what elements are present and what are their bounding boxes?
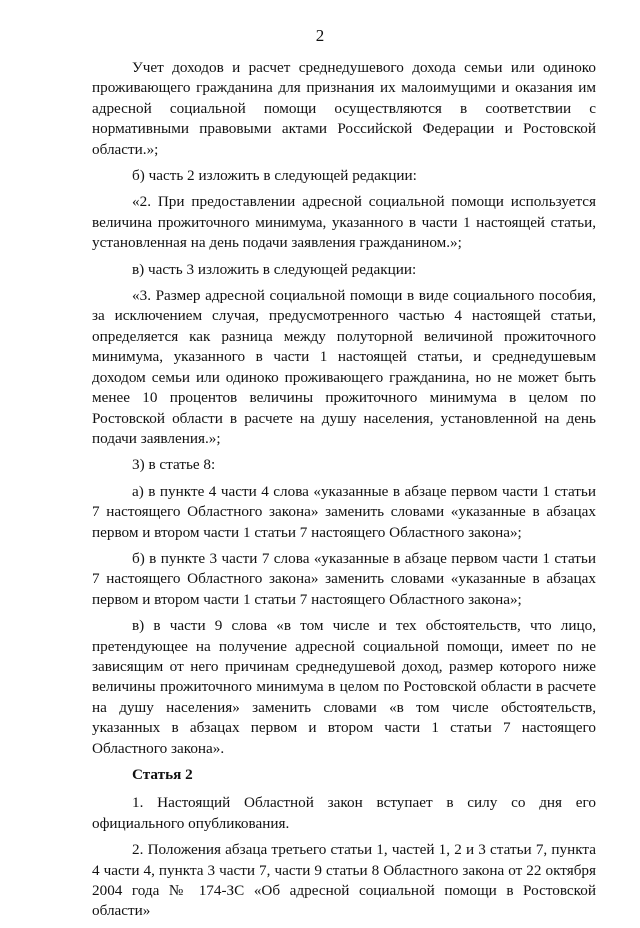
paragraph: 3) в статье 8: (132, 456, 216, 474)
paragraph: в) в части 9 слова «в том числе и тех обстоятельств, что лицо, претендующее на получение адресной социальной помощи, имеет по не зависящим от него причинам среднедушевой доход, размер которого ниже величины прожиточного минимума в целом по Ростовской области в расчете на душу населения» заменить словами «в том числе обстоятельств, указанных в абзацах первом и втором части 1 статьи 7 настоящего Областного закона». (92, 617, 596, 757)
paragraph: б) в пункте 3 части 7 слова «указанные в абзаце первом части 1 статьи 7 настоящего Областного закона» заменить словами «указанные в абзацах первом и втором части 1 статьи 7 настоящего Областного закона»; (92, 549, 596, 608)
paragraph: в) часть 3 изложить в следующей редакции: (132, 260, 417, 278)
page-number: 2 (315, 26, 325, 45)
article-heading: Статья 2 (132, 766, 193, 783)
paragraph: «3. Размер адресной социальной помощи в виде социального пособия, за исключением случая, предусмотренного частью 4 настоящей статьи, определяется как разница между полуторной величиной прожиточного минимума, указанного в части 1 настоящей статьи, и среднедушевым доходом семьи или одиноко проживающего гражданина, но не может быть менее 10 процентов величины прожиточного минимума в целом по Ростовской области в расчете на душу населения, установленной на день подачи заявления.»; (92, 287, 596, 447)
paragraph: а) в пункте 4 части 4 слова «указанные в абзаце первом части 1 статьи 7 настоящего Областного закона» заменить словами «указанные в абзацах первом и втором части 1 статьи 7 настоящего Областного закона»; (92, 482, 596, 541)
article-paragraph: 1. Настоящий Областной закон вступает в силу со дня его официального опубликования. (92, 794, 596, 832)
paragraph: «2. При предоставлении адресной социальной помощи используется величина прожиточного минимума, указанного в части 1 настоящей статьи, установленная на день подачи заявления гражданином.»; (92, 193, 596, 252)
paragraph: б) часть 2 изложить в следующей редакции: (132, 167, 417, 185)
document-body (92, 58, 596, 928)
article-paragraph: 2. Положения абзаца третьего статьи 1, частей 1, 2 и 3 статьи 7, пункта 4 части 4, пункта 3 части 7, части 9 статьи 8 Областного закона от 22 октября 2004 года № 174-ЗС «Об адресной социальной помощи в Ростовской области» (92, 841, 596, 920)
paragraph: Учет доходов и расчет среднедушевого дохода семьи или одиноко проживающего гражданина для признания их малоимущими и оказания им адресной социальной помощи осуществляются в соответствии с нормативными правовыми актами Российской Федерации и Ростовской области.»; (92, 59, 596, 158)
